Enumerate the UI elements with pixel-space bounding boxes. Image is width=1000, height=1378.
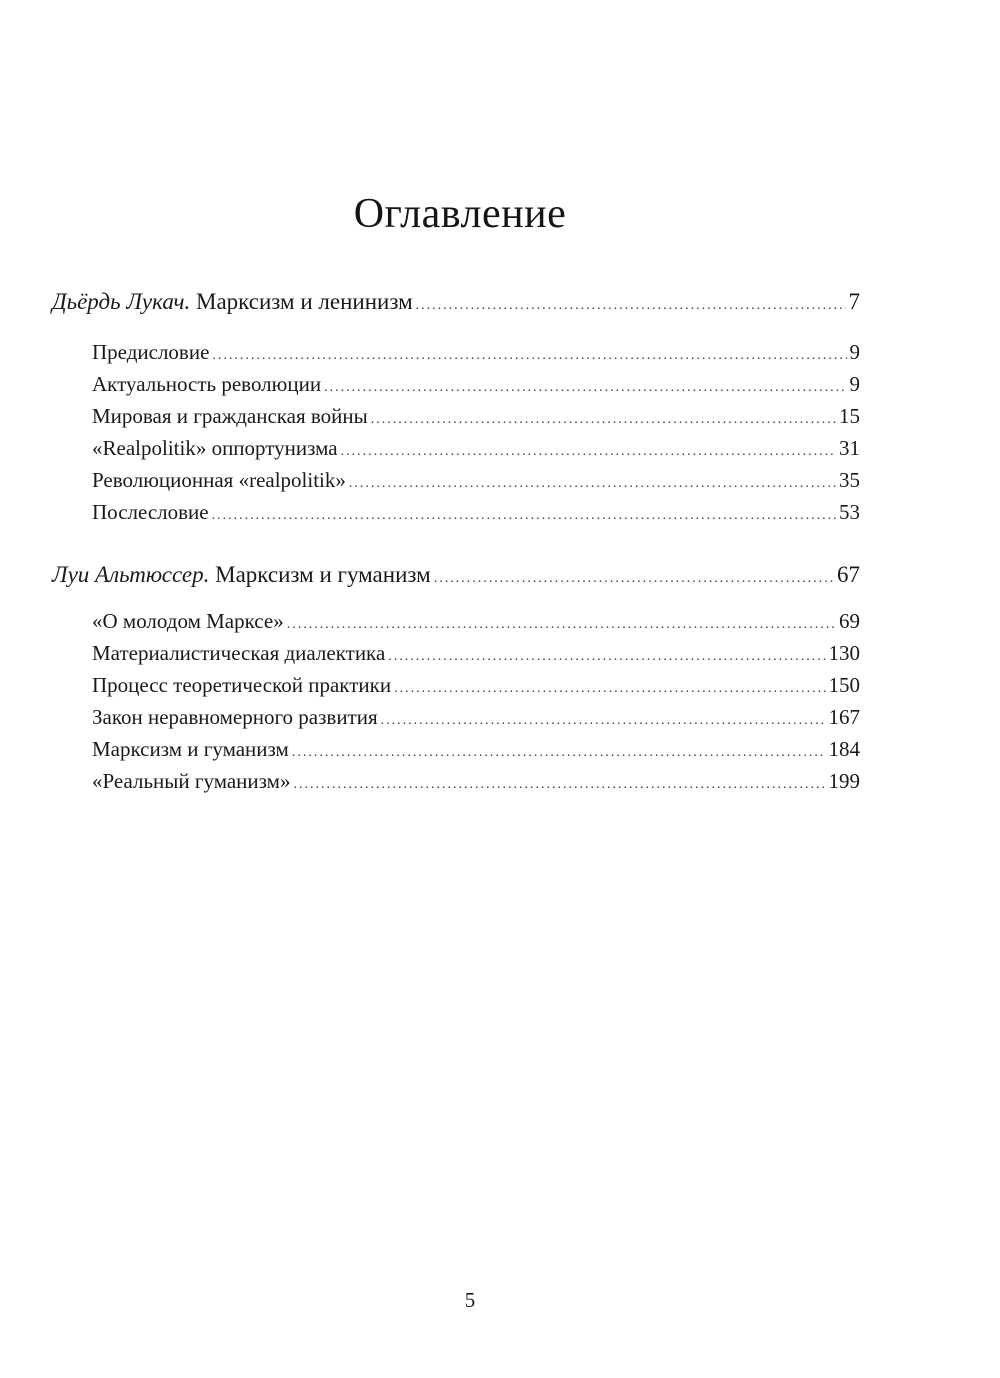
dot-leader bbox=[416, 292, 846, 320]
toc-entry-title: Материалистическая диалектика bbox=[92, 641, 386, 665]
toc-entry-title: Предисловие bbox=[92, 340, 210, 364]
toc-entry bbox=[92, 735, 860, 767]
toc-entry-title: Послесловие bbox=[92, 500, 209, 524]
dot-leader bbox=[349, 470, 836, 498]
toc-entry bbox=[92, 498, 860, 530]
toc-part-author: Луи Альтюссер. bbox=[52, 562, 210, 587]
toc-page-number: 130 bbox=[828, 641, 860, 665]
toc-page-number: 9 bbox=[849, 340, 860, 364]
dot-leader bbox=[293, 771, 825, 799]
dot-leader bbox=[434, 565, 834, 593]
dot-leader bbox=[212, 502, 836, 530]
toc-part-title: Марксизм и гуманизм bbox=[215, 562, 431, 587]
dot-leader bbox=[341, 438, 836, 466]
toc-part-title: Марксизм и ленинизм bbox=[196, 289, 413, 314]
toc-page-number: 7 bbox=[848, 289, 860, 314]
toc-entry bbox=[92, 767, 860, 799]
toc-page-number: 31 bbox=[839, 436, 860, 460]
dot-leader bbox=[381, 707, 826, 735]
toc-entry-title: «Реальный гуманизм» bbox=[92, 769, 291, 793]
toc-page-number: 184 bbox=[828, 737, 860, 761]
toc-entry bbox=[92, 639, 860, 671]
toc-part-althusser bbox=[52, 561, 860, 593]
toc-entry-title: Закон неравномерного развития bbox=[92, 705, 378, 729]
toc-page-number: 199 bbox=[828, 769, 860, 793]
toc-entry bbox=[92, 607, 860, 639]
toc-page-number: 150 bbox=[828, 673, 860, 697]
toc-page-number: 15 bbox=[839, 404, 860, 428]
toc-entry bbox=[92, 338, 860, 370]
toc-entry-title: «Realpolitik» оппортунизма bbox=[92, 436, 338, 460]
toc-entry bbox=[92, 703, 860, 735]
toc-entry bbox=[92, 434, 860, 466]
toc-page-number: 35 bbox=[839, 468, 860, 492]
dot-leader bbox=[212, 342, 846, 370]
toc-entry-title: Процесс теоретической практики bbox=[92, 673, 392, 697]
toc-entry bbox=[92, 671, 860, 703]
toc-entry-title: Революционная «realpolitik» bbox=[92, 468, 346, 492]
toc-entry bbox=[92, 370, 860, 402]
toc-entry bbox=[92, 466, 860, 498]
dot-leader bbox=[394, 675, 825, 703]
page-number-folio: 5 bbox=[464, 1288, 476, 1312]
toc-entry-title: Мировая и гражданская войны bbox=[92, 404, 368, 428]
toc-entry bbox=[92, 402, 860, 434]
toc-page-number: 167 bbox=[828, 705, 860, 729]
dot-leader bbox=[287, 611, 836, 639]
toc-entry-title: Марксизм и гуманизм bbox=[92, 737, 289, 761]
toc-page-number: 9 bbox=[849, 372, 860, 396]
dot-leader bbox=[292, 739, 826, 767]
page-title: Оглавление bbox=[353, 191, 567, 237]
toc-page-number: 69 bbox=[839, 609, 860, 633]
dot-leader bbox=[388, 643, 825, 671]
toc-page-number: 67 bbox=[837, 562, 860, 587]
toc-page-number: 53 bbox=[839, 500, 860, 524]
toc-entry-title: «О молодом Марксе» bbox=[92, 609, 284, 633]
dot-leader bbox=[324, 374, 846, 402]
dot-leader bbox=[371, 406, 836, 434]
toc-entry-title: Актуальность революции bbox=[92, 372, 322, 396]
toc-part-author: Дьёрдь Лукач. bbox=[52, 289, 191, 314]
toc-part-lukacs bbox=[52, 288, 860, 320]
